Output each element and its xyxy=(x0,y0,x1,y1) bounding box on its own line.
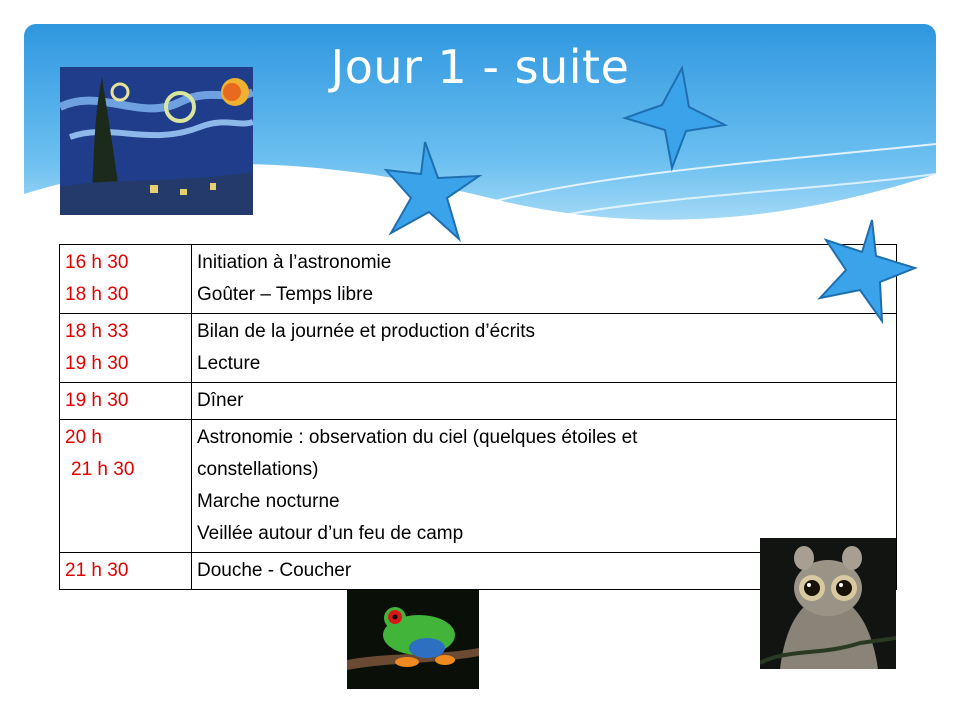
time-label: 21 h 30 xyxy=(71,459,135,480)
activity-label: Bilan de la journée et production d’écrits xyxy=(197,321,535,342)
activity-label: Douche - Coucher xyxy=(197,560,352,581)
activity-cell xyxy=(192,383,897,420)
starry-night-painting xyxy=(60,67,253,215)
activity-label: Goûter – Temps libre xyxy=(197,284,374,305)
time-cell xyxy=(60,553,192,590)
table-row xyxy=(60,383,897,420)
star-icon xyxy=(383,140,483,242)
time-cell xyxy=(60,314,192,383)
star-icon xyxy=(812,218,918,324)
time-label: 21 h 30 xyxy=(65,560,129,581)
activity-label: Astronomie : observation du ciel (quelques étoiles et xyxy=(197,427,638,448)
time-label: 16 h 30 xyxy=(65,252,129,273)
table-row xyxy=(60,245,897,314)
time-label: 20 h xyxy=(65,427,102,448)
activity-label: Lecture xyxy=(197,353,261,374)
star-icon xyxy=(620,65,728,173)
time-label: 18 h 30 xyxy=(65,284,129,305)
tarsier-photo xyxy=(760,538,896,669)
time-cell xyxy=(60,245,192,314)
time-label: 19 h 30 xyxy=(65,353,129,374)
activity-label: Dîner xyxy=(197,390,244,411)
table-row xyxy=(60,420,897,553)
table-row xyxy=(60,314,897,383)
slide-title: Jour 1 - suite xyxy=(330,40,630,94)
time-label: 18 h 33 xyxy=(65,321,129,342)
activity-label: constellations) xyxy=(197,459,319,480)
activity-cell xyxy=(192,245,897,314)
activity-cell xyxy=(192,420,897,553)
time-cell xyxy=(60,420,192,553)
activity-cell xyxy=(192,314,897,383)
activity-label: Initiation à l’astronomie xyxy=(197,252,392,273)
time-cell xyxy=(60,383,192,420)
time-label: 19 h 30 xyxy=(65,390,129,411)
activity-label: Veillée autour d’un feu de camp xyxy=(197,523,464,544)
activity-label: Marche nocturne xyxy=(197,491,340,512)
red-eyed-tree-frog-photo xyxy=(347,590,479,689)
